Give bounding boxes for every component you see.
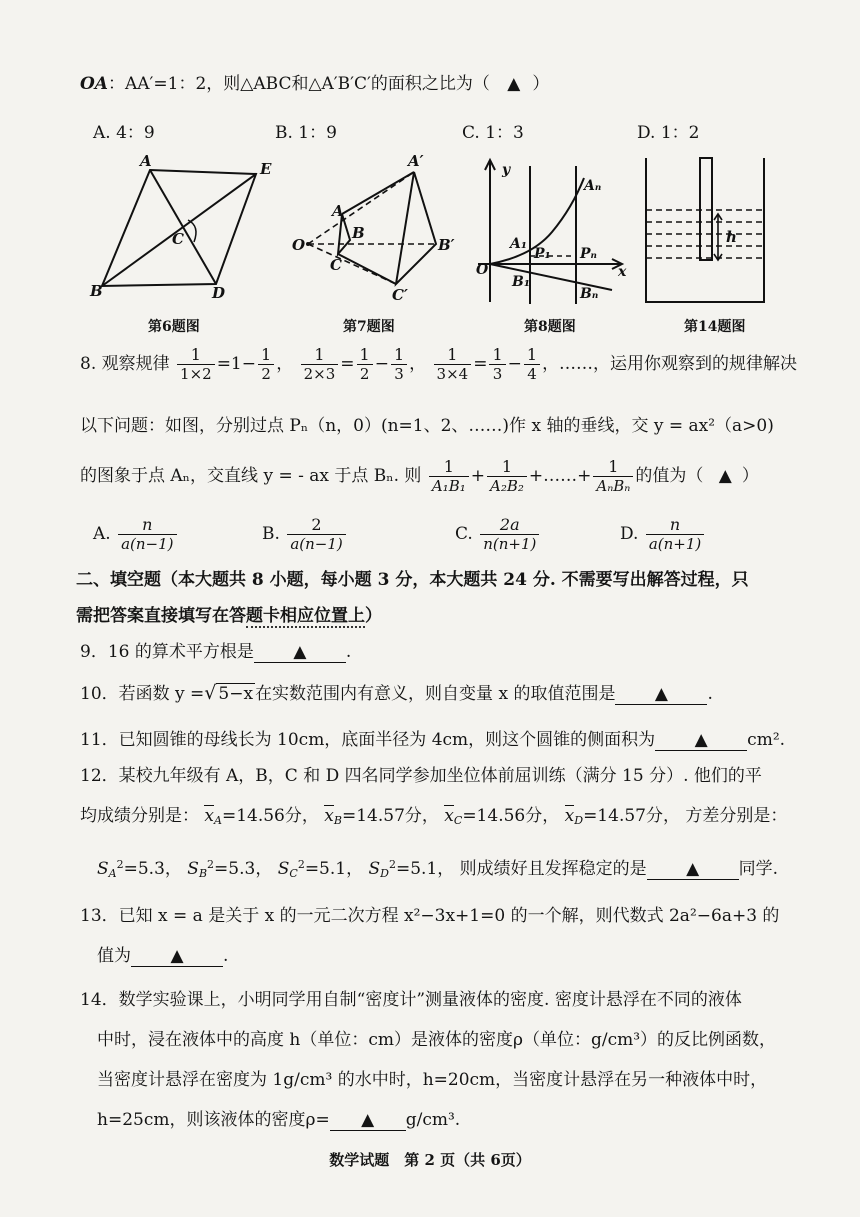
- q12-line-2: 均成绩分别是： $x_A=14.56$分， $x_B=14.57$分， $x_C=14.56$分， $x_D=14.57$分， 方差分别是：: [80, 806, 788, 827]
- q8-eq2-frac3: $\frac{1}{3}$: [391, 346, 407, 383]
- q14-line-1: 14．数学实验课上，小明同学用自制“密度计”测量液体的密度. 密度计悬浮在不同的液体: [80, 990, 742, 1010]
- q8-eq3-minus: −: [507, 354, 522, 375]
- answer-mark: ▲: [686, 859, 700, 879]
- q7-option-c: C. 1：3: [462, 123, 524, 143]
- fig8-label-b1: B₁: [512, 274, 530, 290]
- answer-mark: ▲: [694, 730, 708, 750]
- fig8-label-p1: P₁: [534, 246, 551, 262]
- fig7-label-c-prime: C′: [392, 286, 408, 302]
- q8-sum-termn: $\frac{1}{\text{AₙBₙ}}$: [593, 458, 633, 495]
- q14-line-3: 当密度计悬浮在密度为 1g/cm³ 的水中时，h=20cm，当密度计悬浮在另一种液体中时，: [97, 1070, 768, 1090]
- answer-mark: ▲: [718, 466, 732, 487]
- q11-answer-blank: [655, 730, 747, 751]
- fig14-label-h: h: [726, 228, 737, 246]
- q14-line-2: 中时，浸在液体中的高度 h（单位：cm）是液体的密度ρ（单位：g/cm³）的反比例函数，: [97, 1030, 777, 1050]
- fig7-caption: 第7题图: [343, 319, 395, 335]
- fig7-label-c: C: [330, 256, 342, 274]
- q8-line3-b: 的值为（: [635, 466, 704, 487]
- answer-mark: ▲: [361, 1110, 375, 1130]
- q8-line-2: 以下问题：如图，分别过点 Pₙ（n，0）(n=1、2、……)作 x 轴的垂线，交 y = ax²（a>0): [80, 416, 774, 436]
- q9-line: 9．16 的算术平方根是 ▲ .: [80, 642, 352, 662]
- q7-close: ）: [532, 74, 550, 94]
- q8-eq2-frac1: $\frac{1}{2\times 3}$: [301, 346, 339, 383]
- page-footer: 数学试题 第 2 页（共 6页）: [329, 1151, 531, 1169]
- q10-answer-blank: [615, 684, 707, 705]
- fig7-label-a-prime: A′: [408, 152, 424, 170]
- q7-option-a: A. 4：9: [93, 123, 155, 143]
- fig6-label-a: A: [140, 152, 152, 170]
- q8-line-1: 8. 观察规律 $\frac{1}{1\times 2}$ =1− $\frac{1}{2}$ ， $\frac{1}{2\times 3}$ = $\frac{1}{2}$ − $\frac{1}{3}$ ， $\frac{1}{3\times 4}$ = $\frac{1}{3}$ − $\frac{1}{4}$ ，……，运用你观察到的规律解决: [80, 345, 798, 384]
- fig7-label-a: A: [332, 202, 344, 220]
- answer-mark: ▲: [507, 74, 521, 94]
- fig6-label-d: D: [212, 284, 226, 302]
- q8-eq3-frac1: $\frac{1}{3\times 4}$: [434, 346, 472, 383]
- q8-plus: +: [470, 466, 485, 487]
- q12-line-1: 12．某校九年级有 A，B，C 和 D 四名同学参加坐位体前屈训练（满分 15 分）. 他们的平: [80, 766, 762, 786]
- fig8-label-pn: Pₙ: [580, 246, 597, 262]
- q7-option-d: D. 1：2: [637, 123, 700, 143]
- q8-line1-tail: ，……，运用你观察到的规律解决: [542, 354, 798, 375]
- q14-answer-blank: [330, 1110, 406, 1131]
- fig6-label-c: C: [172, 230, 184, 248]
- q10-pre: 10．若函数 y =: [80, 684, 205, 704]
- q9-answer-blank: [254, 642, 346, 663]
- q10-line: 10．若函数 y =√ 5−x 在实数范围内有意义，则自变量 x 的取值范围是 ▲ .: [80, 682, 713, 704]
- q12-answer-blank: [647, 859, 739, 880]
- q8-eq2-minus: −: [374, 354, 389, 375]
- q7-prefix: OA: [80, 74, 108, 94]
- q8-eq3-frac2: $\frac{1}{3}$: [489, 346, 505, 383]
- q8-option-a: A. $\frac{n}{a(n-1)}$: [93, 516, 179, 553]
- q13-line-1: 13．已知 x = a 是关于 x 的一元二次方程 x²−3x+1=0 的一个解，则代数式 2a²−6a+3 的: [80, 906, 780, 926]
- q8-eq2-frac2: $\frac{1}{2}$: [357, 346, 373, 383]
- fig7-label-b-prime: B′: [438, 236, 455, 254]
- section-2-heading-cont: 需把答案直接填写在答题卡相应位置上）: [76, 606, 382, 626]
- fig8-caption: 第8题图: [524, 319, 576, 335]
- fig8-label-an: Aₙ: [584, 178, 602, 194]
- fig8-label-x: x: [618, 264, 627, 280]
- q8-close: ）: [741, 466, 759, 487]
- q10-post: 在实数范围内有意义，则自变量 x 的取值范围是: [255, 684, 616, 704]
- q8-option-c: C. $\frac{2a}{n(n+1)}$: [455, 516, 541, 553]
- answer-mark: ▲: [293, 642, 307, 662]
- q8-option-b: B. $\frac{2}{a(n-1)}$: [262, 516, 348, 553]
- q14-line-4: h=25cm，则该液体的密度ρ= ▲ g/cm³.: [97, 1110, 461, 1130]
- q12-line-3: $S_A^2=5.3$， $S_B^2=5.3$， $S_C^2=5.1$， $S_D^2=5.1$， 则成绩好且发挥稳定的是 ▲ 同学.: [97, 858, 779, 880]
- fig8-label-o: O: [476, 262, 489, 278]
- answer-mark: ▲: [170, 946, 184, 966]
- figure-14: [640, 152, 770, 312]
- answer-mark: ▲: [654, 684, 668, 704]
- section-2-heading: 二、填空题（本大题共 8 小题，每小题 3 分，本大题共 24 分. 不需要写出解答过程，只: [76, 570, 749, 590]
- fig8-label-a1: A₁: [510, 236, 527, 252]
- q8-eq1-mid: =1−: [216, 354, 256, 375]
- fig6-caption: 第6题图: [148, 319, 200, 335]
- q8-line3-a: 的图象于点 Aₙ，交直线 y = - ax 于点 Bₙ. 则: [80, 466, 422, 487]
- q8-number: 8. 观察规律: [80, 354, 170, 375]
- figure-7: [288, 152, 468, 302]
- q11-line: 11．已知圆锥的母线长为 10cm，底面半径为 4cm，则这个圆锥的侧面积为 ▲ cm².: [80, 730, 786, 750]
- q7-text: ：AA′=1：2，则△ABC和△A′B′C′的面积之比为（: [108, 74, 490, 94]
- q8-plus-dots: +……+: [528, 466, 592, 487]
- q7-option-b: B. 1：9: [275, 123, 337, 143]
- q8-sum-term1: $\frac{1}{\text{A₁B₁}}$: [429, 458, 469, 495]
- q8-eq1-frac1: $\frac{1}{1\times 2}$: [177, 346, 215, 383]
- q13-line-2: 值为 ▲ .: [97, 946, 229, 966]
- q8-eq3-frac3: $\frac{1}{4}$: [524, 346, 540, 383]
- q7-tail-line: [80, 74, 549, 94]
- fig8-label-y: y: [502, 162, 511, 178]
- figure-8: [472, 152, 632, 312]
- q8-line-3: [80, 458, 759, 495]
- fig6-label-b: B: [90, 282, 103, 300]
- q11-text: 11．已知圆锥的母线长为 10cm，底面半径为 4cm，则这个圆锥的侧面积为: [80, 730, 656, 750]
- fig7-label-o: O: [292, 236, 306, 254]
- q8-option-d: D. $\frac{n}{a(n+1)}$: [620, 516, 706, 553]
- q13-answer-blank: [131, 946, 223, 967]
- fig14-caption: 第14题图: [684, 319, 746, 335]
- figure-6: [88, 152, 288, 302]
- fig6-label-e: E: [260, 160, 272, 178]
- q8-sum-term2: $\frac{1}{\text{A₂B₂}}$: [487, 458, 527, 495]
- q8-eq1-frac2: $\frac{1}{2}$: [258, 346, 274, 383]
- q8-eq2-mid: =: [340, 354, 355, 375]
- q10-radicand: 5−x: [218, 684, 254, 704]
- q9-text: 9．16 的算术平方根是: [80, 642, 254, 662]
- fig8-label-bn: Bₙ: [580, 286, 599, 302]
- q8-eq3-mid: =: [473, 354, 488, 375]
- fig7-label-b: B: [352, 224, 365, 242]
